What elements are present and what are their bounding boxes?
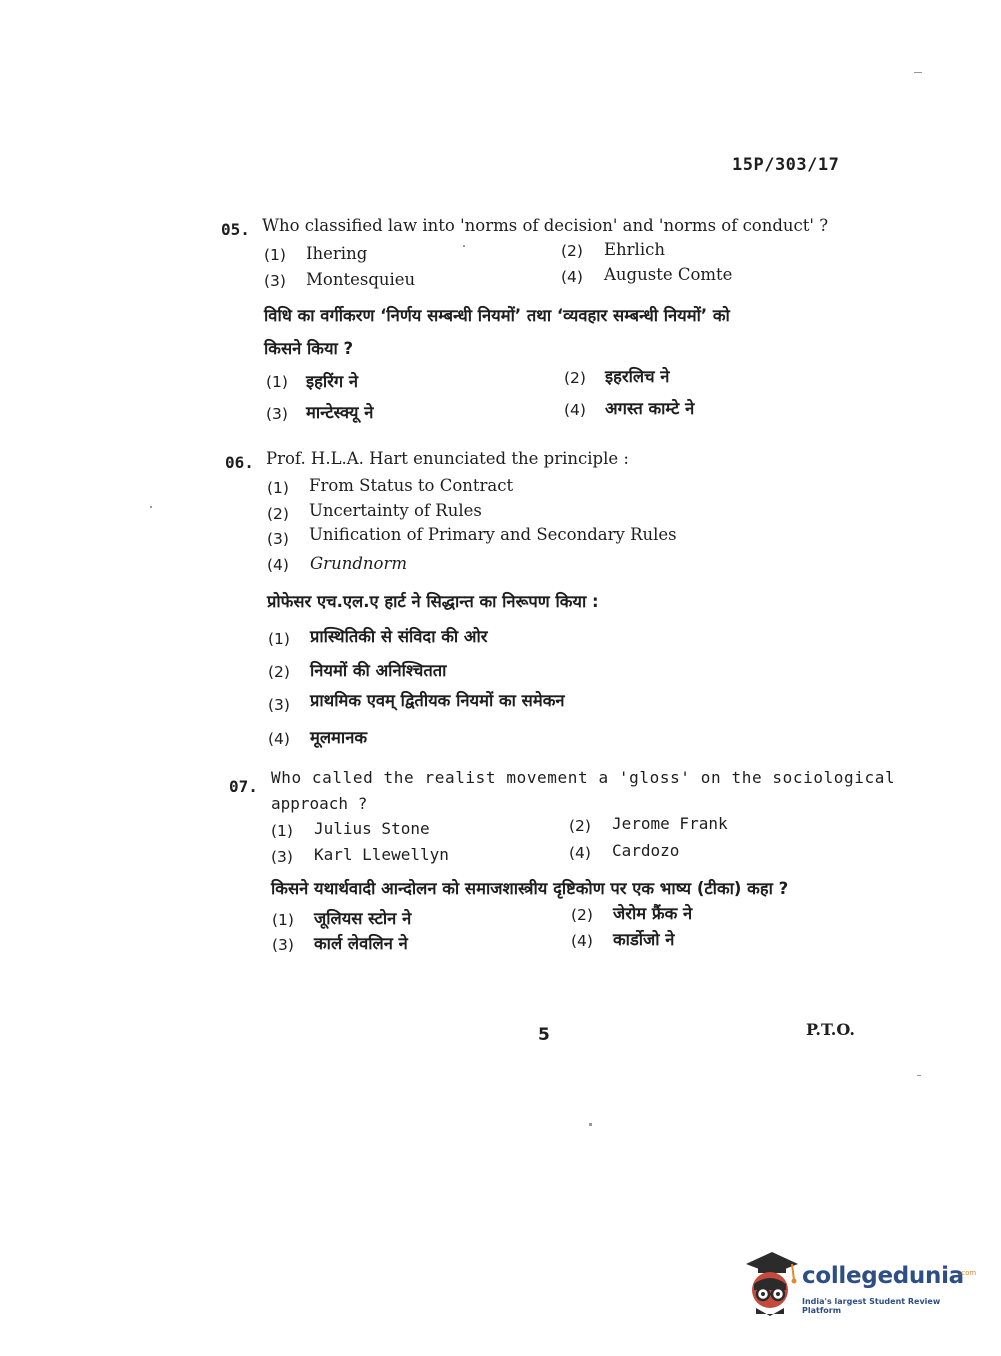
- option-number: (3): [272, 936, 294, 954]
- option-number: (4): [569, 844, 591, 862]
- brand-tagline: India's largest Student Review Platform: [802, 1297, 941, 1315]
- option-text: कार्ल लेवलिन ने: [314, 934, 408, 953]
- scan-speck: [917, 1075, 921, 1076]
- option-text: Karl Llewellyn: [314, 845, 449, 864]
- option-number: (3): [267, 530, 289, 548]
- question-number: 07.: [229, 777, 258, 796]
- option-text: From Status to Contract: [309, 476, 514, 495]
- option-text: Auguste Comte: [604, 265, 733, 284]
- option-number: (2): [561, 242, 583, 260]
- question-text-hi: किसने यथार्थवादी आन्दोलन को समाजशास्त्रीय दृष्टिकोण पर एक भाष्य (टीका) कहा ?: [271, 879, 789, 898]
- option-text: जूलियस स्टोन ने: [314, 909, 412, 928]
- option-text: Uncertainty of Rules: [309, 501, 482, 520]
- option-text: Julius Stone: [314, 819, 430, 838]
- option-number: (3): [268, 696, 290, 714]
- pto-label: P.T.O.: [806, 1020, 855, 1039]
- option-number: (1): [267, 479, 289, 497]
- question-number: 06.: [225, 453, 254, 472]
- option-text: प्रास्थितिकी से संविदा की ओर: [310, 627, 488, 646]
- brand-suffix: .com: [959, 1269, 977, 1277]
- option-text: Cardozo: [612, 841, 680, 860]
- option-number: (1): [266, 373, 288, 391]
- option-text: Ehrlich: [604, 240, 665, 259]
- option-number: (4): [571, 932, 593, 950]
- option-number: (2): [571, 906, 593, 924]
- question-text-en: approach ?: [271, 794, 368, 813]
- option-number: (3): [264, 272, 286, 290]
- option-text: Unification of Primary and Secondary Rules: [309, 525, 677, 544]
- option-number: (2): [564, 369, 586, 387]
- option-number: (4): [268, 730, 290, 748]
- option-number: (2): [268, 663, 290, 681]
- option-number: (1): [268, 630, 290, 648]
- option-number: (2): [569, 817, 591, 835]
- option-number: (2): [267, 505, 289, 523]
- mascot-icon: [740, 1250, 802, 1320]
- option-text: प्राथमिक एवम् द्वितीयक नियमों का समेकन: [310, 691, 565, 710]
- question-number: 05.: [221, 220, 250, 239]
- option-text: अगस्त काम्टे ने: [605, 399, 695, 418]
- brand-name: collegedunia: [802, 1263, 964, 1289]
- option-text: मूलमानक: [310, 728, 368, 747]
- option-number: (3): [266, 405, 288, 423]
- option-number: (1): [272, 911, 294, 929]
- option-text: कार्डोजो ने: [613, 930, 675, 949]
- option-text: मान्टेस्क्यू ने: [306, 403, 374, 422]
- question-text-en: Who classified law into 'norms of decision' and 'norms of conduct' ?: [262, 216, 829, 235]
- question-text-hi: प्रोफेसर एच.एल.ए हार्ट ने सिद्धान्त का निरूपण किया :: [267, 592, 599, 611]
- option-text: Montesquieu: [306, 270, 416, 289]
- question-text-en: Prof. H.L.A. Hart enunciated the principle :: [266, 449, 629, 468]
- option-text: इहरलिच ने: [605, 367, 670, 386]
- scan-speck: [914, 72, 922, 73]
- question-text-en: Who called the realist movement a 'gloss' on the sociological: [271, 768, 896, 787]
- paper-code: 15P/303/17: [732, 155, 840, 175]
- collegedunia-logo: [740, 1250, 977, 1320]
- option-number: (4): [561, 268, 583, 286]
- option-number: (1): [264, 246, 286, 264]
- scan-speck: [589, 1123, 592, 1126]
- option-text: Ihering: [306, 244, 368, 263]
- option-text: जेरोम फ्रैंक ने: [613, 904, 693, 923]
- scan-speck: [463, 245, 465, 247]
- option-number: (4): [267, 556, 289, 574]
- option-number: (3): [271, 848, 293, 866]
- question-text-hi: विधि का वर्गीकरण ‘निर्णय सम्बन्धी नियमों’ तथा ‘व्यवहार सम्बन्धी नियमों’ को: [264, 306, 730, 325]
- option-text: Jerome Frank: [612, 814, 728, 833]
- option-text: इहरिंग ने: [306, 372, 359, 391]
- option-text: Grundnorm: [310, 554, 407, 573]
- option-number: (4): [564, 401, 586, 419]
- option-number: (1): [271, 822, 293, 840]
- option-text: नियमों की अनिश्चितता: [310, 661, 447, 680]
- scan-speck: [150, 506, 152, 508]
- page-number: 5: [538, 1025, 550, 1045]
- question-text-hi: किसने किया ?: [264, 339, 354, 358]
